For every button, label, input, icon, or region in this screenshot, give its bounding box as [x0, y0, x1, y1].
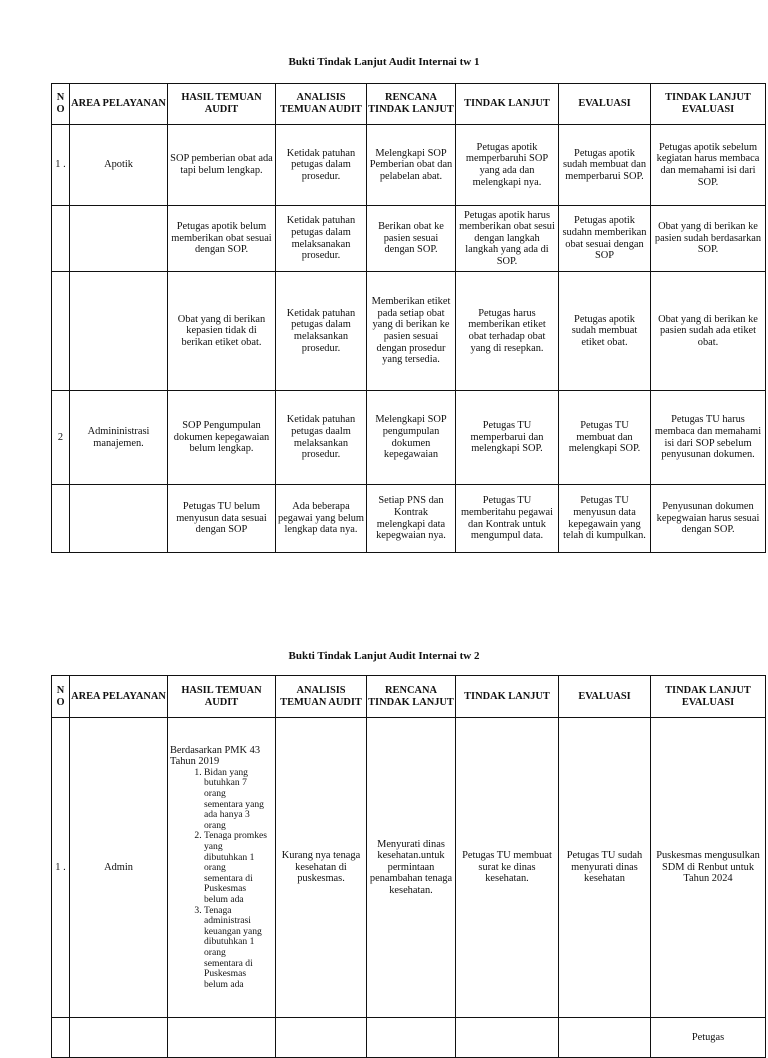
area-cell: [70, 485, 168, 553]
header-analisis: ANALISIS TEMUAN AUDIT: [276, 676, 367, 718]
evaluasi-cell: Petugas apotik sudah membuat etiket obat.: [559, 272, 651, 391]
table-row: [52, 485, 766, 553]
evaluasi-cell: Petugas TU sudah menyurati dinas kesehatan: [559, 718, 651, 1018]
area-cell: [70, 206, 168, 272]
analisis-cell: Ketidak patuhan petugas dalam prosedur.: [276, 125, 367, 206]
area-cell: Admin: [70, 718, 168, 1018]
table2-header-row: [52, 676, 766, 718]
audit-table-tw2: [51, 675, 766, 1058]
area-cell: Admininistrasi manajemen.: [70, 391, 168, 485]
analisis-cell: Ada beberapa pegawai yang belum lengkap data nya.: [276, 485, 367, 553]
rencana-cell: Melengkapi SOP Pemberian obat dan pelabelan abat.: [367, 125, 456, 206]
table-row: [52, 125, 766, 206]
header-tindak: TINDAK LANJUT: [456, 676, 559, 718]
header-rencana: RENCANA TINDAK LANJUT: [367, 676, 456, 718]
hasil-cell: SOP Pengumpulan dokumen kepegawaian belum lengkap.: [168, 391, 276, 485]
header-hasil: HASIL TEMUAN AUDIT: [168, 84, 276, 125]
tindak-evaluasi-cell: Obat yang di berikan ke pasien sudah ada etiket obat.: [651, 272, 766, 391]
table-row: [52, 206, 766, 272]
hasil-cell: Petugas TU belum menyusun data sesuai dengan SOP: [168, 485, 276, 553]
audit-table-tw1: [51, 83, 766, 553]
header-tindak: TINDAK LANJUT: [456, 84, 559, 125]
hasil-cell: [168, 718, 276, 1018]
table-row: [52, 718, 766, 1018]
tindak-cell: Petugas harus memberikan etiket obat terhadap obat yang di resepkan.: [456, 272, 559, 391]
header-evaluasi: EVALUASI: [559, 84, 651, 125]
row-number: 1 .: [52, 125, 70, 206]
header-analisis: ANALISIS TEMUAN AUDIT: [276, 84, 367, 125]
row-number: [52, 206, 70, 272]
header-no: N O: [52, 676, 70, 718]
rencana-cell: Berikan obat ke pasien sesuai dengan SOP.: [367, 206, 456, 272]
tindak-cell: Petugas TU memberitahu pegawai dan Kontrak untuk mengumpul data.: [456, 485, 559, 553]
tindak-evaluasi-cell: Penyusunan dokumen kepegwaian harus sesuai dengan SOP.: [651, 485, 766, 553]
row-number: 2: [52, 391, 70, 485]
table2-title: Bukti Tindak Lanjut Audit Internai tw 2: [288, 650, 480, 662]
row-number: [52, 272, 70, 391]
header-tindak-evaluasi: TINDAK LANJUT EVALUASI: [651, 676, 766, 718]
header-rencana: RENCANA TINDAK LANJUT: [367, 84, 456, 125]
table-row: [52, 272, 766, 391]
tindak-evaluasi-cell: Puskesmas mengusulkan SDM di Renbut untuk Tahun 2024: [651, 718, 766, 1018]
tindak-cell: Petugas apotik memperbaruhi SOP yang ada dan melengkapi nya.: [456, 125, 559, 206]
tindak-cell: Petugas TU membuat surat ke dinas kesehatan.: [456, 718, 559, 1018]
hasil-cell: Petugas apotik belum memberikan obat sesuai dengan SOP.: [168, 206, 276, 272]
row-number: [52, 485, 70, 553]
tindak-cell: Petugas apotik harus memberikan obat sesui dengan langkah langkah yang ada di SOP.: [456, 206, 559, 272]
analisis-cell: Ketidak patuhan petugas dalam melaksanakan prosedur.: [276, 206, 367, 272]
finding-point: 3. Tenaga administrasi keuangan yang dibutuhkan 1 orang sementara di Puskesmas belum ada: [204, 906, 273, 991]
finding-point: 1. Bidan yang butuhkan 7 orang sementara yang ada hanya 3 orang: [204, 768, 273, 832]
rencana-cell: Melengkapi SOP pengumpulan dokumen kepegawaian: [367, 391, 456, 485]
finding-point: 2. Tenaga promkes yang dibutuhkan 1 orang sementara di Puskesmas belum ada: [204, 831, 273, 905]
evaluasi-cell: Petugas apotik sudah membuat dan memperbarui SOP.: [559, 125, 651, 206]
header-no: N O: [52, 84, 70, 125]
evaluasi-cell: Petugas apotik sudahn memberikan obat sesuai dengan SOP: [559, 206, 651, 272]
header-evaluasi: EVALUASI: [559, 676, 651, 718]
area-cell: [70, 272, 168, 391]
tindak-evaluasi-cell: Petugas TU harus membaca dan memahami isi dari SOP sebelum penyusunan dokumen.: [651, 391, 766, 485]
header-hasil: HASIL TEMUAN AUDIT: [168, 676, 276, 718]
table1-header-row: [52, 84, 766, 125]
finding-list: [170, 768, 273, 990]
analisis-cell: Ketidak patuhan petugas dalam melaksankan prosedur.: [276, 272, 367, 391]
table1-title: Bukti Tindak Lanjut Audit Internai tw 1: [288, 56, 480, 68]
area-cell: Apotik: [70, 125, 168, 206]
table-row: [52, 391, 766, 485]
finding-intro: Berdasarkan PMK 43 Tahun 2019: [170, 744, 261, 768]
hasil-cell: Obat yang di berikan kepasien tidak di berikan etiket obat.: [168, 272, 276, 391]
header-area: AREA PELAYANAN: [70, 84, 168, 125]
tindak-evaluasi-cell: Obat yang di berikan ke pasien sudah berdasarkan SOP.: [651, 206, 766, 272]
hasil-cell: SOP pemberian obat ada tapi belum lengkap.: [168, 125, 276, 206]
rencana-cell: Setiap PNS dan Kontrak melengkapi data kepegwaian nya.: [367, 485, 456, 553]
tindak-evaluasi-cell: Petugas: [651, 1018, 766, 1058]
tindak-cell: Petugas TU memperbarui dan melengkapi SOP.: [456, 391, 559, 485]
header-tindak-evaluasi: TINDAK LANJUT EVALUASI: [651, 84, 766, 125]
evaluasi-cell: Petugas TU menyusun data kepegawain yang telah di kumpulkan.: [559, 485, 651, 553]
rencana-cell: Menyurati dinas kesehatan.untuk permintaan penambahan tenaga kesehatan.: [367, 718, 456, 1018]
analisis-cell: Ketidak patuhan petugas daalm melaksankan prosedur.: [276, 391, 367, 485]
header-area: AREA PELAYANAN: [70, 676, 168, 718]
evaluasi-cell: Petugas TU membuat dan melengkapi SOP.: [559, 391, 651, 485]
rencana-cell: Memberikan etiket pada setiap obat yang di berikan ke pasien sesuai dengan prosedur yang tersedia.: [367, 272, 456, 391]
tindak-evaluasi-cell: Petugas apotik sebelum kegiatan harus membaca dan memahami isi dari SOP.: [651, 125, 766, 206]
analisis-cell: Kurang nya tenaga kesehatan di puskesmas.: [276, 718, 367, 1018]
row-number: 1 .: [52, 718, 70, 1018]
